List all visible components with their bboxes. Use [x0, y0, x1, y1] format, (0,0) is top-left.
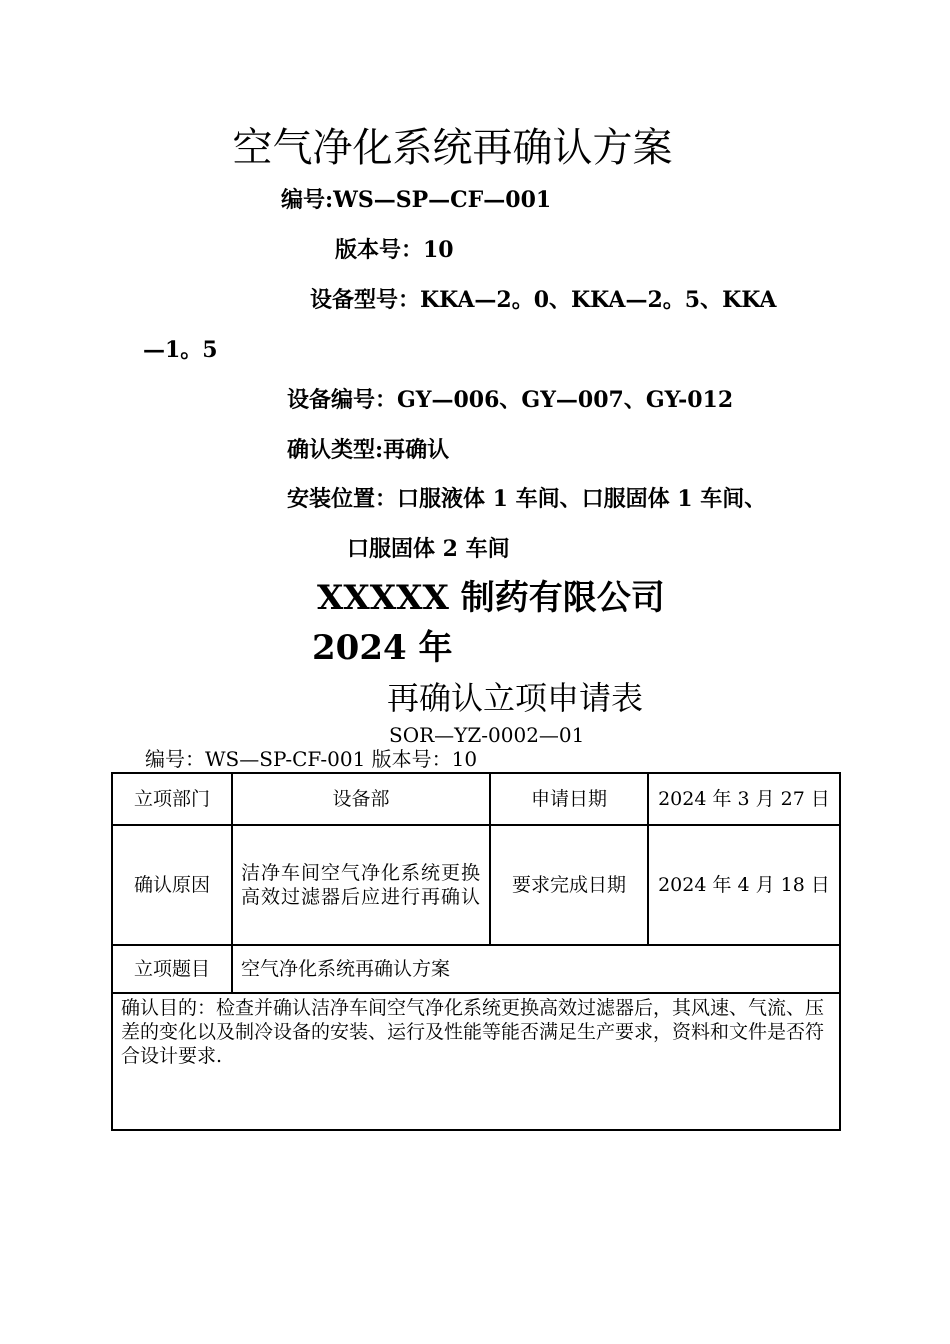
topic-value: 空气净化系统再确认方案: [232, 945, 840, 993]
doc-number: 编号:WS—SP—CF—001: [281, 187, 552, 213]
install-location-line2: 口服固体 2 车间: [347, 536, 510, 562]
topic-label: 立项题目: [112, 945, 232, 993]
reason-label: 确认原因: [112, 825, 232, 945]
table-row: [112, 825, 840, 945]
form-title: 再确认立项申请表: [387, 679, 644, 717]
equipment-number: 设备编号：GY—006、GY—007、GY-012: [287, 387, 734, 413]
confirm-type: 确认类型:再确认: [287, 437, 450, 463]
equipment-model-line2: —1。5: [143, 337, 218, 363]
dept-label: 立项部门: [112, 773, 232, 825]
form-code: SOR—YZ-0002—01: [389, 723, 585, 747]
version-number: 版本号：10: [335, 237, 454, 263]
reason-value: 洁净车间空气净化系统更换高效过滤器后应进行再确认: [232, 825, 490, 945]
apply-date-label: 申请日期: [490, 773, 648, 825]
dept-value: 设备部: [232, 773, 490, 825]
document-title: 空气净化系统再确认方案: [232, 125, 673, 171]
equipment-model-line1: 设备型号：KKA—2。0、KKA—2。5、KKA: [310, 287, 777, 313]
apply-date-value: 2024 年 3 月 27 日: [648, 773, 840, 825]
year: 2024 年: [312, 628, 453, 668]
application-form-table: [111, 772, 841, 1131]
table-row: [112, 773, 840, 825]
company-name: XXXXX 制药有限公司: [317, 578, 665, 618]
purpose-text: 确认目的：检查并确认洁净车间空气净化系统更换高效过滤器后，其风速、气流、压差的变化以及制冷设备的安装、运行及性能等能否满足生产要求，资料和文件是否符合设计要求.: [112, 993, 840, 1130]
table-row: [112, 993, 840, 1130]
table-row: [112, 945, 840, 993]
form-number-version: 编号：WS—SP-CF-001 版本号：10: [145, 747, 478, 771]
due-date-label: 要求完成日期: [490, 825, 648, 945]
due-date-value: 2024 年 4 月 18 日: [648, 825, 840, 945]
install-location-line1: 安装位置：口服液体 1 车间、口服固体 1 车间、: [287, 486, 767, 512]
